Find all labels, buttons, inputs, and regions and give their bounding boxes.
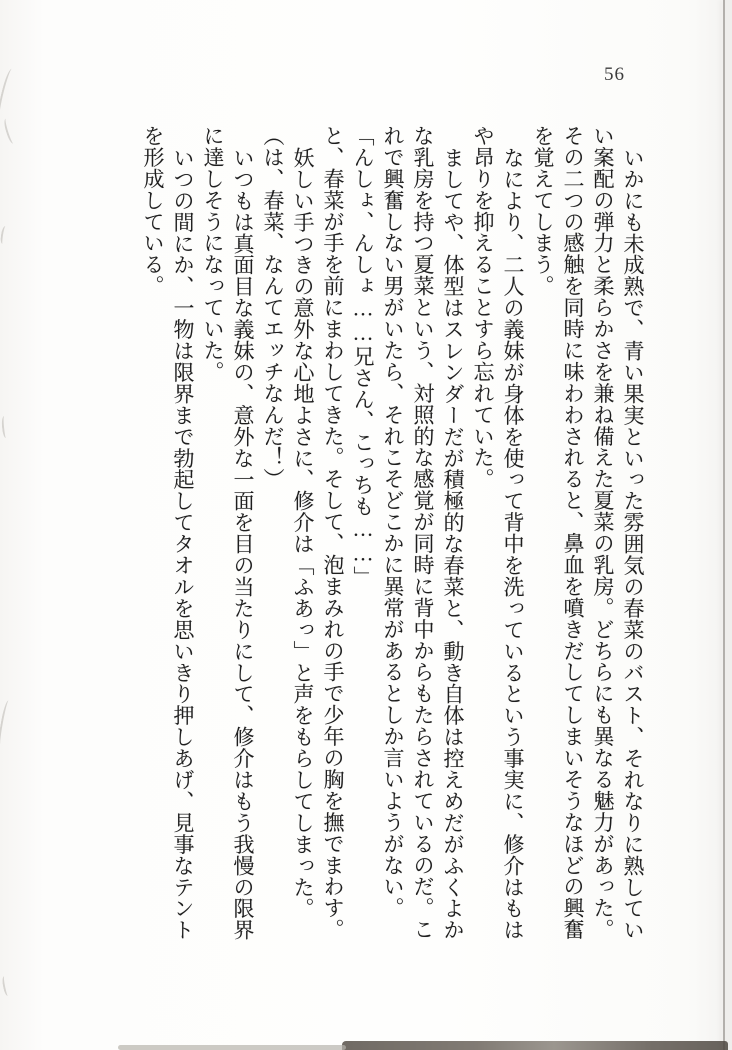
scan-artifact [0,226,8,245]
paragraph: なにより、二人の義妹が身体を使って背中を洗っているという事実に、修介はもはや昂りを抑えることすら忘れていた。 [471,125,525,941]
paragraph: 「んしょ、んしょ……兄さん、こっちも……」 [351,125,375,588]
paragraph: いつもは真面目な義妹の、意外な一面を目の当たりにして、修介はもう我慢の限界に達しそうになっていた。 [201,125,255,941]
page-edge-line [723,0,725,1050]
scan-artifact [2,118,17,145]
page-number: 56 [604,64,625,85]
paragraph: （は、春菜、なんてエッチなんだ！） [261,125,285,490]
scan-artifact [1,976,11,997]
page-edge-strip [725,0,732,1050]
scan-artifact [1,416,9,439]
scan-smudge-bottom [342,1041,728,1050]
body-text [138,125,648,943]
paragraph: その二つの感触を同時に味わわされると、鼻血を噴きだしてしまいそうなほどの興奮を覚えてしまう。 [531,125,585,941]
paragraph: と、春菜が手を前にまわしてきた。そして、泡まみれの手で少年の胸を撫でまわす。 [321,125,345,941]
paragraph: いかにも未成熟で、青い果実といった雰囲気の春菜のバスト、それなりに熟していい案配の弾力と柔らかさを兼ね備えた夏菜の乳房。どちらにも異なる魅力があった。 [591,125,645,941]
paragraph: ましてや、体型はスレンダーだが積極的な春菜と、動き自体は控えめだがふくよかな乳房を持つ夏菜という、対照的な感覚が同時に背中からもたらされているのだ。これで興奮しない男がいたら、それこそどこかに異常があるとしか言いようがない。 [381,125,465,941]
scan-artifact [0,68,15,115]
paragraph: いつの間にか、一物は限界まで勃起してタオルを思いきり押しあげ、見事なテントを形成している。 [141,125,195,941]
paragraph: 妖しい手つきの意外な心地よさに、修介は「ふあっ」と声をもらしてしまった。 [291,146,315,919]
scan-smudge-bottom-light [118,1045,346,1050]
scan-artifact [0,700,12,745]
